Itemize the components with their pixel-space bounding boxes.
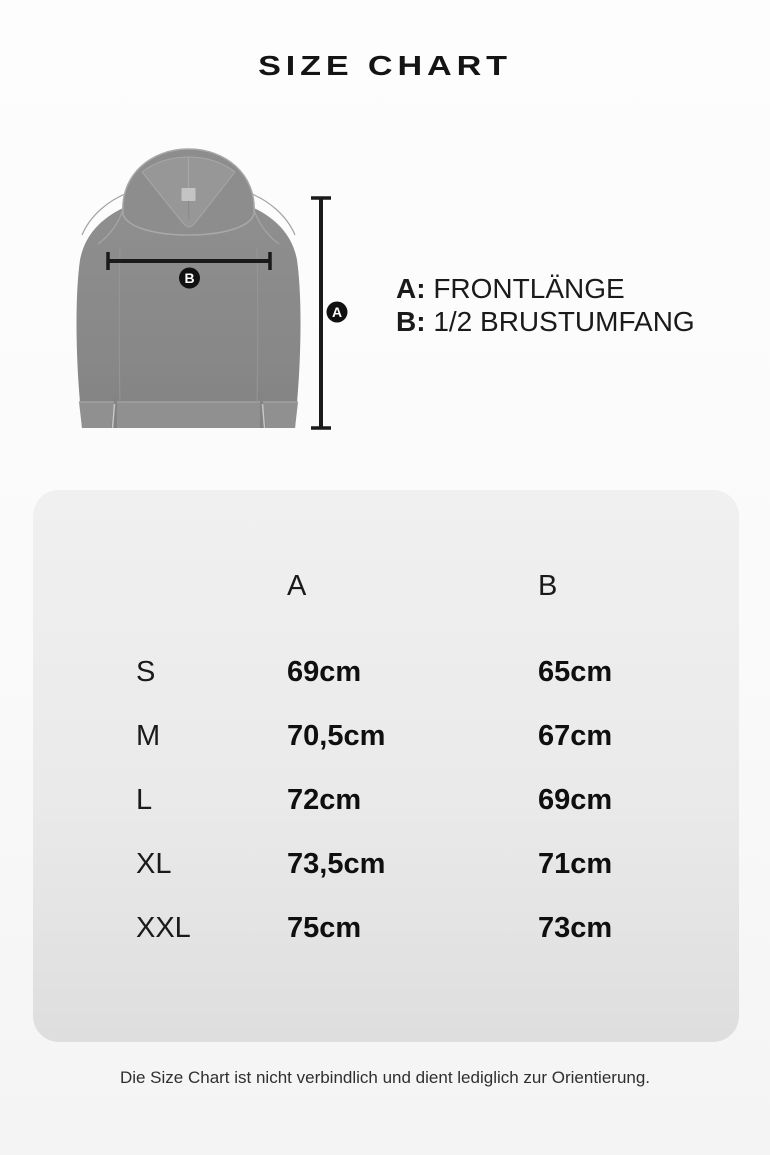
table-row — [33, 640, 739, 704]
hoodie-cuff-right — [263, 402, 298, 428]
column-header-a: A — [287, 569, 307, 602]
legend-item-a — [396, 272, 695, 305]
size-label: XXL — [136, 911, 191, 944]
legend-label-b: 1/2 BRUSTUMFANG — [433, 306, 695, 337]
marker-b-label: B — [184, 270, 195, 286]
table-row — [33, 896, 739, 960]
value-b: 67cm — [538, 719, 613, 752]
legend-key-b: B: — [396, 306, 426, 337]
hood-tag — [182, 188, 196, 201]
legend-item-b — [396, 305, 695, 338]
marker-a-label: A — [331, 304, 343, 320]
size-label: L — [136, 783, 153, 816]
legend — [396, 272, 695, 338]
hood-lower-seam — [189, 201, 190, 220]
value-a: 75cm — [287, 911, 362, 944]
value-a: 69cm — [287, 655, 362, 688]
hoodie-hem — [117, 402, 260, 428]
size-label: S — [136, 655, 156, 688]
table-row — [33, 832, 739, 896]
column-header-b: B — [538, 569, 558, 602]
hoodie-illustration — [60, 140, 360, 450]
value-b: 73cm — [538, 911, 613, 944]
size-label: M — [136, 719, 161, 752]
legend-label-a: FRONTLÄNGE — [433, 273, 625, 304]
size-label: XL — [136, 847, 172, 880]
size-table-panel — [33, 490, 739, 1042]
page-title — [0, 52, 770, 80]
value-a: 72cm — [287, 783, 362, 816]
hoodie-cuff-left — [79, 402, 114, 428]
hoodie-diagram — [60, 140, 360, 450]
table-header-row — [33, 554, 739, 618]
table-row — [33, 704, 739, 768]
disclaimer-text: Die Size Chart ist nicht verbindlich und dient lediglich zur Orientierung. — [119, 1068, 651, 1087]
value-b: 65cm — [538, 655, 613, 688]
value-b: 71cm — [538, 847, 613, 880]
table-row — [33, 768, 739, 832]
value-a: 73,5cm — [287, 847, 386, 880]
page-title-text: SIZE CHART — [258, 50, 512, 81]
legend-key-a: A: — [396, 273, 426, 304]
value-b: 69cm — [538, 783, 613, 816]
value-a: 70,5cm — [287, 719, 386, 752]
